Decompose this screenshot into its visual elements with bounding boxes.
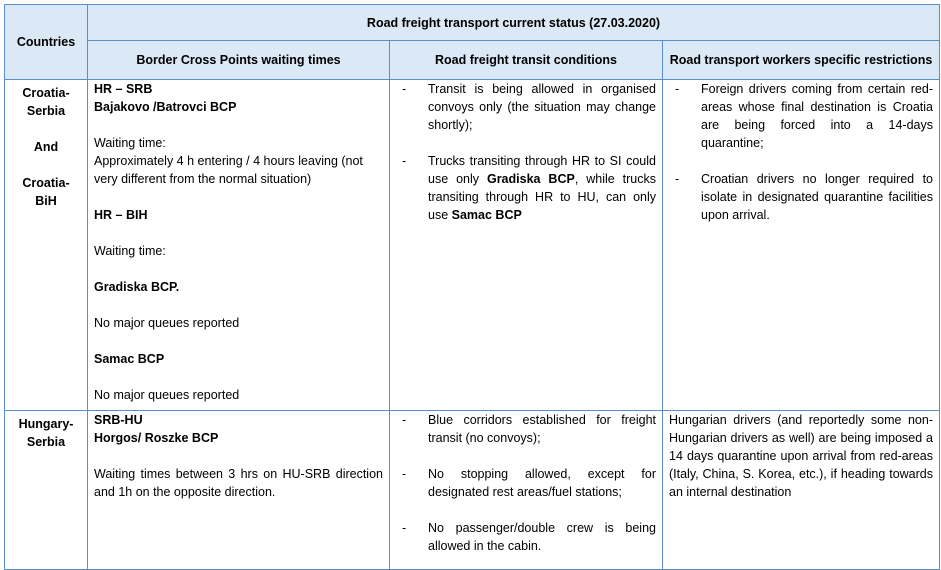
waiting-label: Waiting time: bbox=[94, 136, 166, 150]
country-line: BiH bbox=[35, 194, 57, 208]
route-heading: HR – SRB bbox=[94, 82, 153, 96]
header-transit-conditions: Road freight transit conditions bbox=[390, 41, 663, 80]
table-row bbox=[5, 411, 940, 570]
bcp-name: Samac BCP bbox=[94, 352, 165, 366]
waiting-value: Waiting times between 3 hrs on HU-SRB direction and 1h on the opposite direction. bbox=[94, 467, 383, 499]
route-heading: HR – BIH bbox=[94, 208, 148, 222]
country-line: And bbox=[33, 140, 59, 154]
country-line: Serbia bbox=[26, 104, 66, 118]
list-item: - Croatian drivers no longer required to isolate in designated quarantine facilities upon arrival. bbox=[669, 170, 933, 224]
country-line: Croatia- bbox=[22, 176, 70, 190]
road-freight-status-table bbox=[4, 4, 940, 570]
country-line: Hungary- bbox=[18, 417, 74, 431]
header-worker-restrictions: Road transport workers specific restrictions bbox=[663, 41, 940, 80]
waiting-times-cell bbox=[88, 80, 390, 411]
country-cell bbox=[5, 411, 88, 570]
list-item: - No stopping allowed, except for designated rest areas/fuel stations; bbox=[396, 465, 656, 501]
table-title: Road freight transport current status (27.03.2020) bbox=[88, 5, 940, 41]
worker-restrictions-cell: Hungarian drivers (and reportedly some non-Hungarian drivers as well) are being imposed a 14 days quarantine upon arrival from red-areas (Italy, China, S. Korea, etc.), if heading towards an internal destination bbox=[663, 411, 940, 570]
bcp-name: Bajakovo /Batrovci BCP bbox=[94, 100, 237, 114]
bcp-name: Horgos/ Roszke BCP bbox=[94, 431, 219, 445]
worker-restrictions-cell bbox=[663, 80, 940, 411]
list-item: - No passenger/double crew is being allowed in the cabin. bbox=[396, 519, 656, 555]
transit-conditions-cell bbox=[390, 411, 663, 570]
queue-status: No major queues reported bbox=[94, 316, 240, 330]
bcp-name: Samac BCP bbox=[451, 208, 522, 222]
waiting-label: Waiting time: bbox=[94, 244, 166, 258]
waiting-value: Approximately 4 h entering / 4 hours leaving (not very different from the normal situation) bbox=[94, 154, 363, 186]
list-item: - Trucks transiting through HR to SI could use only Gradiska BCP, while trucks transiting through HR to HU, can only use Samac BCP bbox=[396, 152, 656, 224]
list-item: - Foreign drivers coming from certain red-areas whose final destination is Croatia are being forced into a 14-days quarantine; bbox=[669, 80, 933, 152]
transit-conditions-cell bbox=[390, 80, 663, 411]
country-line: Croatia- bbox=[22, 86, 70, 100]
list-item: - Blue corridors established for freight transit (no convoys); bbox=[396, 411, 656, 447]
waiting-times-cell bbox=[88, 411, 390, 570]
route-heading: SRB-HU bbox=[94, 413, 143, 427]
table-row bbox=[5, 80, 940, 411]
header-waiting-times: Border Cross Points waiting times bbox=[88, 41, 390, 80]
bcp-name: Gradiska BCP. bbox=[94, 280, 180, 294]
bcp-name: Gradiska BCP bbox=[486, 172, 575, 186]
country-line: Serbia bbox=[26, 435, 66, 449]
header-countries: Countries bbox=[5, 5, 88, 80]
country-cell bbox=[5, 80, 88, 411]
queue-status: No major queues reported bbox=[94, 388, 240, 402]
list-item: - Transit is being allowed in organised convoys only (the situation may change shortly); bbox=[396, 80, 656, 134]
